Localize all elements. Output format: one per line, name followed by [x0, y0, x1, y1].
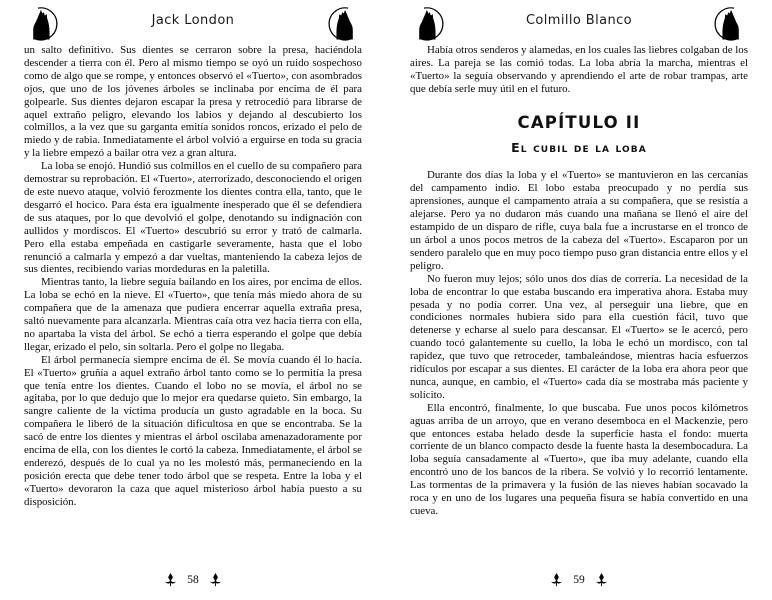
fleuron-icon	[165, 573, 176, 587]
chapter-title: CAPÍTULO II	[517, 112, 641, 132]
right-page-body	[410, 44, 748, 518]
paragraph: El árbol permanecía siempre encima de él. Se movía cuando él lo hacía. El «Tuerto» gruñía a aquel extraño árbol tanto como se lo permitía la presa que tenía entre los dientes. Cuando el lobo no se movía, el árbol no se agitaba, por lo que dedujo que lo mejor era quedarse quieto. Sin embargo, la sangre caliente de la víctima producía un gusto agradable en la boca. Su compañera le liberó de la situación dificultosa en que se encontraba. Se la sacó de entre los dientes y mientras el árbol oscilaba amenazadoramente por encima de ella, con los dientes le cortó la cabeza. Inmediatamente, el árbol se enderezó, después de lo cual ya no les molestó más, permaneciendo en la posición erecta que debe tener todo árbol que se respeta. Entre la loba y el «Tuerto» devoraron la caza que aquel misterioso árbol había puesto a su disposición.	[24, 353, 362, 508]
paragraph: Durante dos días la loba y el «Tuerto» se mantuvieron en las cercanías del campamento indio. El lobo estaba preocupado y no perdía sus aprensiones, aunque el campamento atraía a su compañera, que se resistía a alejarse. Pero ya no dudaron más cuando una mañana se llenó el aire del estampido de un disparo de rifle, cuya bala fue a incrustarse en el tronco de un árbol a unos pocos metros de la cabeza del «Tuerto». Escaparon por un sendero paralelo que en muy poco tiempo puso gran distancia entre ellos y el peligro.	[410, 169, 748, 272]
paragraph: Había otros senderos y alamedas, en los cuales las liebres colgaban de los aires. La pareja se las comió todas. La loba abría la marcha, mientras el «Tuerto» la seguía observando y aprendiendo el arte de robar trampas, arte que debía serle muy útil en el futuro.	[410, 44, 748, 95]
fleuron-icon	[210, 573, 221, 587]
paragraph: Ella encontró, finalmente, lo que buscaba. Fue unos pocos kilómetros aguas arriba de un arroyo, que en verano desemboca en el Mackenzie, pero que entonces estaba helado desde la superficie hasta el fondo: muerta corriente de un blanco compacto desde la fuente hasta la desembocadura. La loba seguía cansadamente al «Tuerto», que iba muy adelante, cuando ella encontró uno de los bancos de la ribera. Se volvió y lo recorrió lentamente. Las tormentas de la primavera y la fusión de las nieves habían socavado la roca y en uno de los lugares una pequeña fisura se había convertido en una cueva.	[410, 401, 748, 517]
right-page	[386, 0, 772, 600]
wolf-crescent-icon	[25, 4, 63, 44]
paragraph: un salto definitivo. Sus dientes se cerraron sobre la presa, haciéndola descender a tierra con él. Pero al mismo tiempo se oyó un ruido sospechoso como de algo que se rompe, y entonces observó el «Tuerto», con asombrados ojos, que uno de los jóvenes árboles se inclinaba por encima de él para golpearle. Sus dientes dejaron escapar la presa y retrocedió para librarse de aquel extraño peligro, elevando los labios y dejando al descubierto los colmillos, a la vez que su garganta emitía sonidos roncos, erizado el pelo de miedo y de rabia. Inmediatamente el árbol volvió a erguirse en toda su gracia y la liebre empezó a bailar otra vez a gran altura.	[24, 44, 362, 160]
paragraph: No fueron muy lejos; sólo unos dos días de correría. La necesidad de la loba de encontrar lo que estaba buscando era imperativa ahora. Estaba muy pesada y no podía correr. Una vez, al perseguir una liebre, que en condiciones normales hubiera sido para ella cuestión fácil, tuvo que detenerse y echarse al suelo para descansar. El «Tuerto» se le acercó, pero cuando tocó galantemente su cuello, la loba le echó un mordisco, con tal rapidez, que tuvo que retroceder, tambaleándose, mientras hacía esfuerzos ridículos por escapar a sus dientes. El carácter de la loba era ahora peor que nunca, aunque, en cambio, el «Tuerto» cada día se mostraba más paciente y solícito.	[410, 272, 748, 401]
paragraph: Mientras tanto, la liebre seguía bailando en los aires, por encima de ellos. La loba se echó en la nieve. El «Tuerto», que tenía más miedo ahora de su compañera que de la amenaza que pudiera encerrar aquella extraña presa, saltó nuevamente para alcanzarla. Mientras caía otra vez hacia tierra con ella, no apartaba la vista del árbol. Se echó a tierra esperando el golpe que debía llegar, erizado el pelo, sin soltarla. Pero el golpe no llegaba.	[24, 276, 362, 353]
paragraph: La loba se enojó. Hundió sus colmillos en el cuello de su compañero para demostrar su reprobación. El «Tuerto», aterrorizado, desconociendo el origen de este nuevo ataque, volvió ferozmente los dientes contra ella, tanto, que le desgarró el hocico. Para ésta era igualmente inesperado que él se defendiera de sus ataques, por lo que devolvió el golpe, denotando su indignación con aullidos y mordiscos. El «Tuerto» descubrió su error y trató de calmarla. Pero ella estaba empeñada en castigarle severamente, hasta que el lobo renunció a calmarla y empezó a dar vueltas, manteniendo la cabeza lejos de sus dientes, recibiendo varias mordeduras en la paletilla.	[24, 160, 362, 276]
left-page-header	[24, 0, 362, 44]
wolf-crescent-icon	[323, 4, 361, 44]
right-page-header	[410, 0, 748, 44]
page-number: 58	[187, 574, 199, 586]
fleuron-icon	[596, 573, 607, 587]
left-page-footer	[0, 573, 386, 587]
fleuron-icon	[551, 573, 562, 587]
running-head-book-title: Colmillo Blanco	[525, 13, 633, 28]
chapter-subtitle: El cubil de la loba	[511, 139, 647, 155]
running-head-author: Jack London	[151, 13, 235, 28]
page-number: 59	[573, 574, 585, 586]
wolf-crescent-icon	[709, 4, 747, 44]
wolf-crescent-icon	[411, 4, 449, 44]
left-page-body	[24, 44, 362, 509]
right-page-footer	[386, 573, 772, 587]
